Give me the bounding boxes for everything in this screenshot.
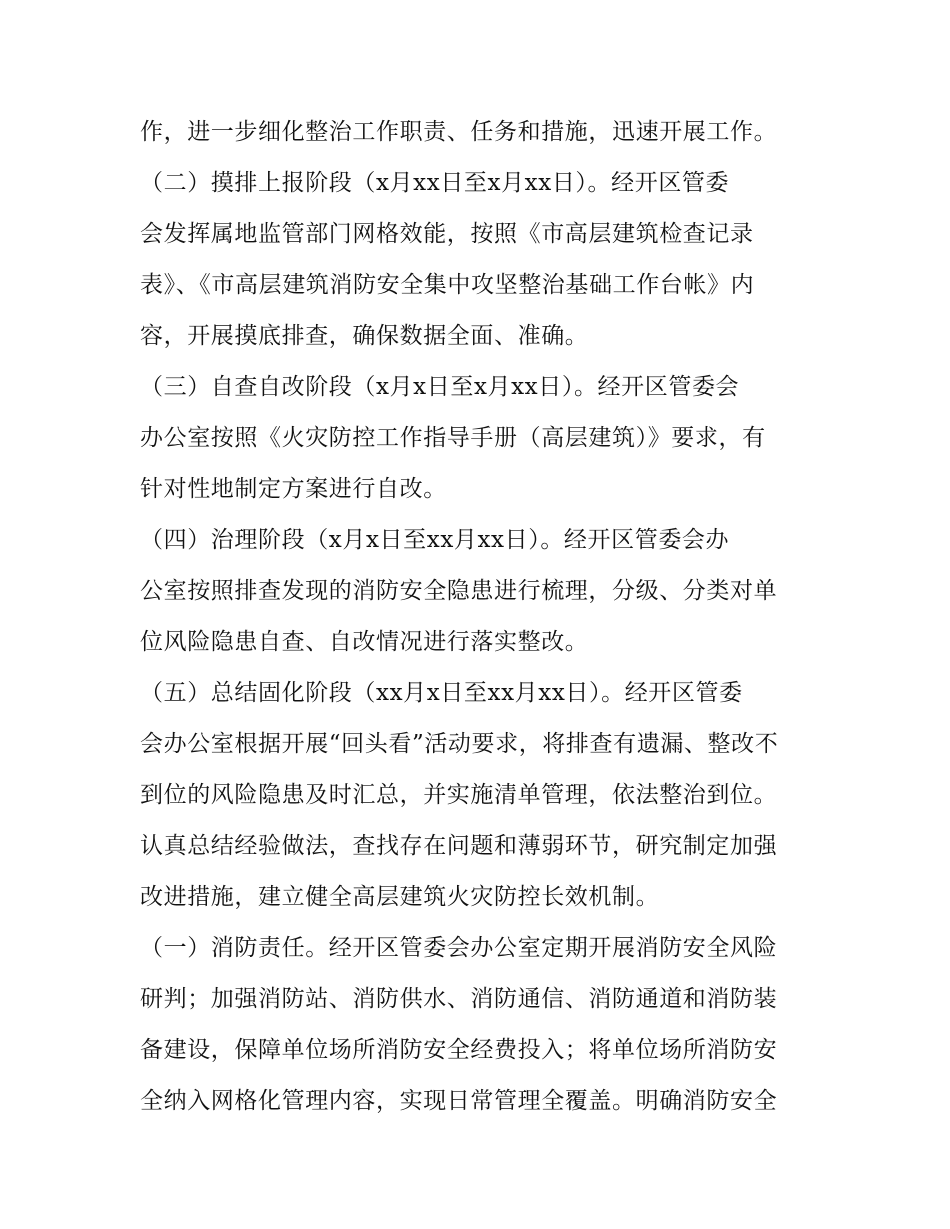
text-line: 作，进一步细化整治工作职责、任务和措施，迅速开展工作。 [140,119,778,145]
text-line: （五）总结固化阶段（xx月x日至xx月xx日）。经开区管委 [140,680,743,706]
text-line: 容，开展摸底排查，确保数据全面、准确。 [140,323,589,349]
text-line: （一）消防责任。经开区管委会办公室定期开展消防安全风险 [140,935,778,961]
text-line: 办公室按照《火灾防控工作指导手册（高层建筑）》要求，有 [140,425,766,451]
text-line: （四）治理阶段（x月x日至xx月xx日）。经开区管委会办 [140,527,730,553]
text-line: 改进措施，建立健全高层建筑火灾防控长效机制。 [140,884,660,910]
text-line: 到位的风险隐患及时汇总，并实施清单管理，依法整治到位。 [140,782,778,808]
text-line: 研判；加强消防站、消防供水、消防通信、消防通道和消防装 [140,986,778,1012]
text-line: 表》、《市高层建筑消防安全集中攻坚整治基础工作台帐》内 [140,272,755,298]
text-line: （三）自查自改阶段（x月x日至x月xx日）。经开区管委会 [140,374,740,400]
text-line: 公室按照排查发现的消防安全隐患进行梳理，分级、分类对单 [140,578,778,604]
text-line: 会发挥属地监管部门网格效能，按照《市高层建筑检查记录 [140,221,754,247]
text-line: 会办公室根据开展“回头看”活动要求，将排查有遗漏、整改不 [140,731,779,757]
body-text [140,107,820,1127]
text-line: 认真总结经验做法，查找存在问题和薄弱环节，研究制定加强 [140,833,778,859]
text-line: 针对性地制定方案进行自改。 [140,476,447,502]
text-line: （二）摸排上报阶段（x月xx日至x月xx日）。经开区管委 [140,170,730,196]
text-line: 位风险隐患自查、自改情况进行落实整改。 [140,629,589,655]
text-line: 备建设，保障单位场所消防安全经费投入；将单位场所消防安 [140,1037,778,1063]
text-line: 全纳入网格化管理内容，实现日常管理全覆盖。明确消防安全 [140,1088,778,1114]
